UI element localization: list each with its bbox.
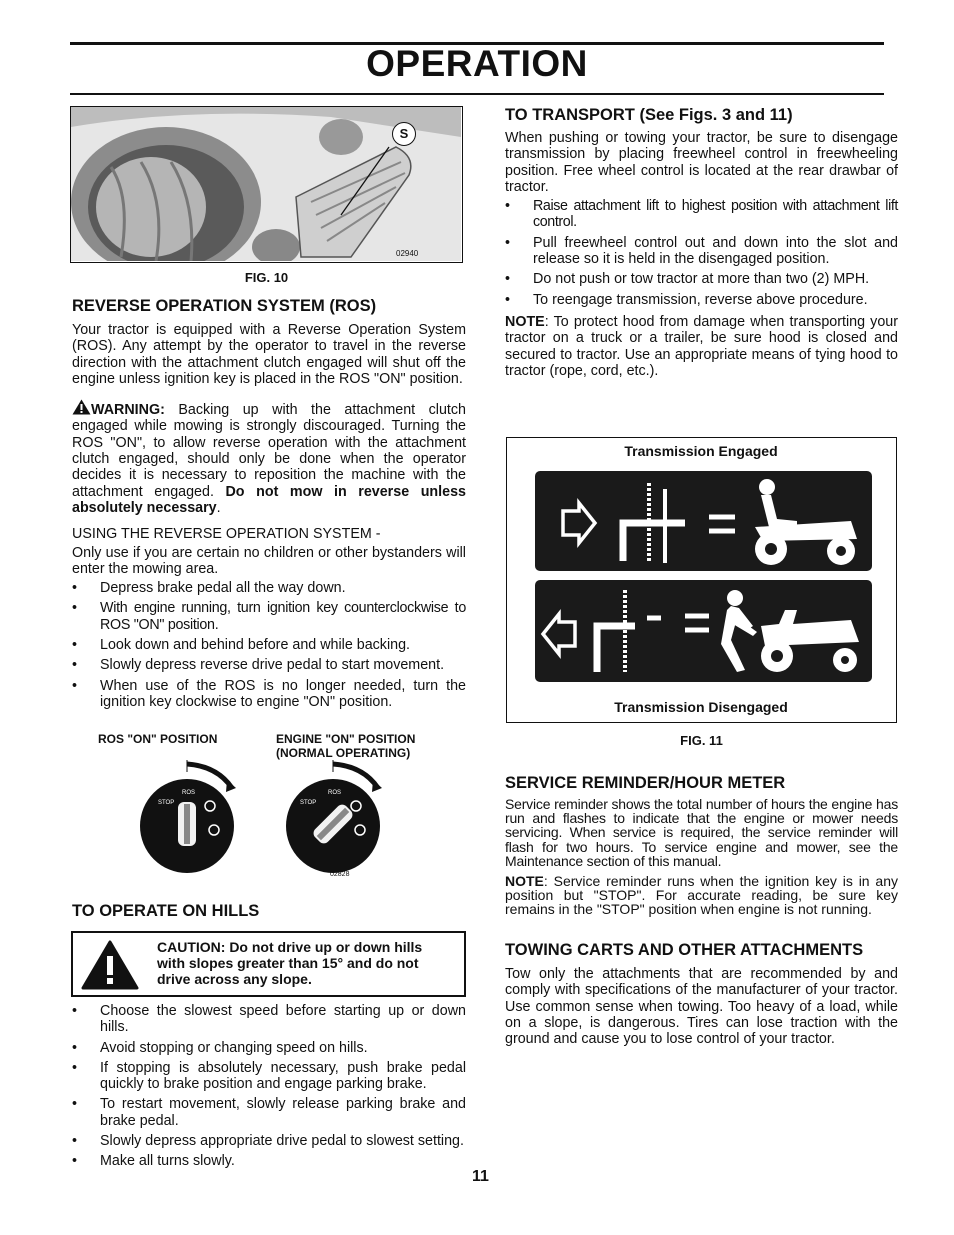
using-title: USING THE REVERSE OPERATION SYSTEM - bbox=[72, 526, 381, 543]
engaged-diagram bbox=[535, 471, 872, 571]
ros-key-label: ROS "ON" POSITION bbox=[98, 732, 218, 746]
push-arrow-icon bbox=[563, 503, 595, 543]
list-item: • Slowly depress appropriate drive pedal to slowest setting. bbox=[72, 1133, 466, 1149]
warning-label: WARNING: bbox=[91, 402, 165, 419]
title-rule bbox=[70, 93, 884, 95]
list-item: • Look down and behind before and while backing. bbox=[72, 637, 466, 653]
warning-end: . bbox=[216, 499, 221, 516]
service-note-label: NOTE bbox=[505, 873, 544, 890]
engine-key-ros: ROS bbox=[328, 790, 342, 796]
service-note bbox=[505, 874, 898, 917]
ros-section bbox=[72, 297, 466, 710]
list-item: • Do not push or tow tractor at more than two (2) MPH. bbox=[505, 271, 898, 287]
fig10-caption: FIG. 10 bbox=[244, 270, 289, 285]
caution-box bbox=[71, 931, 466, 997]
fig11-top-label: Transmission Engaged bbox=[624, 443, 778, 459]
transmission-disengaged-panel bbox=[535, 580, 872, 682]
warning-text: Backing up with the attachment clutch engaged while mowing is strongly discouraged. Turning the ROS "ON", to allow reverse operation with the attachment clutch engaged, should only be done when the operator decides it is necessary to reposition the machine with the attachment engaged. bbox=[72, 402, 466, 500]
list-item: • Avoid stopping or changing speed on hills. bbox=[72, 1040, 466, 1056]
engine-key-label bbox=[276, 732, 415, 760]
service-heading: SERVICE REMINDER/HOUR METER bbox=[505, 774, 786, 792]
ros-key-switch-icon bbox=[132, 760, 242, 875]
ros-bullet-list bbox=[72, 580, 466, 710]
towing-text: Tow only the attachments that are recommended by and comply with specifications of the manufacturer of your tractor. Use common sense when towing. Too heavy of a load, while on a slope, is dangerous. Tires can lose traction with the ground and cause you to lose control of your tractor. bbox=[505, 966, 898, 1048]
engine-key-stop: STOP bbox=[300, 800, 317, 806]
transport-note-text: : To protect hood from damage when transporting your tractor on a truck or a trailer, be sure hood is closed and secured to tractor. Use an appropriate means of tying hood to tractor (rope, cord, etc.). bbox=[505, 313, 898, 379]
transport-note-label: NOTE bbox=[505, 313, 545, 330]
fig10-image bbox=[70, 106, 463, 263]
towing-section bbox=[505, 941, 898, 1047]
service-section bbox=[505, 774, 898, 917]
service-note-text: : Service reminder runs when the ignition key is in any position but "STOP". For accurate reading, be sure key remains in the "STOP" position when engine is not running. bbox=[505, 873, 898, 918]
transport-section bbox=[505, 106, 898, 379]
disengaged-diagram bbox=[535, 580, 872, 682]
fig10-label-circle bbox=[392, 122, 416, 146]
engine-key-switch-icon bbox=[278, 760, 388, 880]
list-item: • Make all turns slowly. bbox=[72, 1153, 466, 1169]
page-number: 11 bbox=[472, 1168, 489, 1185]
list-item: • When use of the ROS is no longer needed, turn the ignition key clockwise to engine "ON" position. bbox=[72, 678, 466, 711]
service-text: Service reminder shows the total number of hours the engine has run and flashes to indicate that the engine or mower needs servicing. When service is required, the service reminder will flash for two hours. To service engine and mower, see the Maintenance section of this manual. bbox=[505, 796, 898, 869]
list-item: • Slowly depress reverse drive pedal to start movement. bbox=[72, 657, 466, 673]
pushing-person-icon bbox=[721, 590, 757, 672]
towing-heading: TOWING CARTS AND OTHER ATTACHMENTS bbox=[505, 941, 864, 959]
list-item: • Depress brake pedal all the way down. bbox=[72, 580, 466, 596]
list-item: • Pull freewheel control out and down into the slot and release so it is held in the disengaged position. bbox=[505, 235, 898, 268]
engine-key-label-2: (NORMAL OPERATING) bbox=[276, 746, 411, 760]
hills-heading: TO OPERATE ON HILLS bbox=[72, 902, 260, 920]
list-item: • To restart movement, slowly release parking brake and brake pedal. bbox=[72, 1096, 466, 1129]
list-item: • Raise attachment lift to highest position with attachment lift control. bbox=[505, 198, 898, 231]
fig11-caption: FIG. 11 bbox=[680, 733, 723, 748]
ros-intro: Your tractor is equipped with a Reverse Operation System (ROS). Any attempt by the operator to travel in the reverse direction with the attachment clutch engaged will shut off the engine unless ignition key is placed in the ROS "ON" position. bbox=[72, 322, 466, 387]
transport-intro: When pushing or towing your tractor, be sure to disengage transmission by placing freewheel control in freewheeling position. Free wheel control is located at the rear drawbar of tractor. bbox=[505, 130, 898, 195]
list-item: • To reengage transmission, reverse above procedure. bbox=[505, 292, 898, 308]
key-figure-code: 02828 bbox=[330, 871, 350, 878]
page-title: OPERATION bbox=[366, 43, 588, 84]
hills-bullet-list bbox=[72, 1003, 466, 1170]
ros-key-stop: STOP bbox=[158, 800, 175, 806]
ros-warning bbox=[72, 399, 466, 516]
fig10-label: S bbox=[399, 126, 409, 141]
ros-key-ros: ROS bbox=[182, 790, 196, 796]
using-text: Only use if you are certain no children or other bystanders will enter the mowing area. bbox=[72, 544, 466, 577]
list-item: • If stopping is absolutely necessary, push brake pedal quickly to brake position and engage parking brake. bbox=[72, 1060, 466, 1093]
fig10-code: 02940 bbox=[396, 249, 419, 258]
transport-note bbox=[505, 314, 898, 379]
caution-text: CAUTION: Do not drive up or down hills with slopes greater than 15° and do not drive across any slope. bbox=[157, 939, 423, 987]
fig11-bottom-label: Transmission Disengaged bbox=[614, 699, 788, 715]
transport-heading: TO TRANSPORT (See Figs. 3 and 11) bbox=[505, 106, 793, 124]
caution-icon bbox=[81, 940, 139, 990]
list-item: • Choose the slowest speed before starting up or down hills. bbox=[72, 1003, 466, 1036]
list-item: • With engine running, turn ignition key counterclockwise to ROS "ON" position. bbox=[72, 600, 466, 633]
ros-heading: REVERSE OPERATION SYSTEM (ROS) bbox=[72, 297, 377, 315]
fig11-box bbox=[506, 437, 897, 723]
transport-bullet-list bbox=[505, 198, 898, 308]
engine-key-label-1: ENGINE "ON" POSITION bbox=[276, 732, 416, 746]
transmission-engaged-panel bbox=[535, 471, 872, 571]
warning-bold: Do not mow in reverse unless absolutely necessary bbox=[72, 483, 466, 516]
pull-arrow-icon bbox=[543, 614, 575, 654]
warning-icon bbox=[72, 399, 91, 415]
